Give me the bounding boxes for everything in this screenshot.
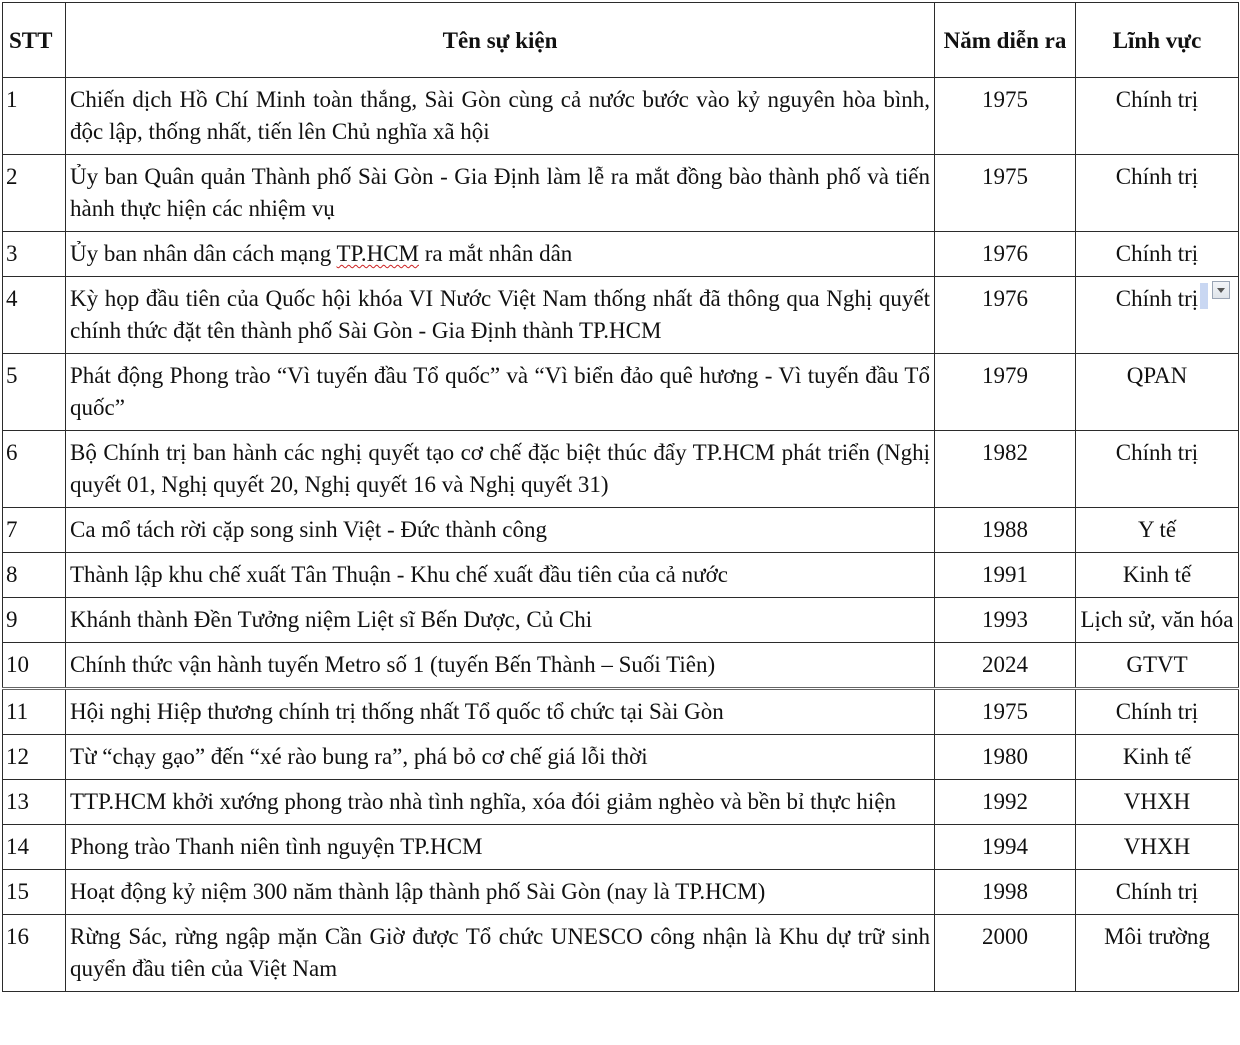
cell-year: 1979 <box>935 354 1076 431</box>
cell-field: Môi trường <box>1076 915 1239 992</box>
cell-event-name: Thành lập khu chế xuất Tân Thuận - Khu chế xuất đầu tiên của cả nước <box>66 553 935 598</box>
cell-event-name: Phong trào Thanh niên tình nguyện TP.HCM <box>66 825 935 870</box>
cell-event-name: Hoạt động kỷ niệm 300 năm thành lập thành phố Sài Gòn (nay là TP.HCM) <box>66 870 935 915</box>
table-row <box>3 735 1239 780</box>
table-row <box>3 825 1239 870</box>
events-table <box>2 2 1239 992</box>
table-row <box>3 508 1239 553</box>
cell-stt: 2 <box>3 155 66 232</box>
cell-field: Kinh tế <box>1076 553 1239 598</box>
spellcheck-flagged-word: TP.HCM <box>336 241 419 266</box>
cell-stt: 4 <box>3 277 66 354</box>
cell-stt: 11 <box>3 689 66 735</box>
cell-stt: 12 <box>3 735 66 780</box>
cell-stt: 10 <box>3 643 66 689</box>
cell-field-text: Chính trị <box>1115 286 1199 311</box>
table-row <box>3 598 1239 643</box>
cell-stt: 3 <box>3 232 66 277</box>
cell-stt: 9 <box>3 598 66 643</box>
cell-event-name: Chiến dịch Hồ Chí Minh toàn thắng, Sài Gòn cùng cả nước bước vào kỷ nguyên hòa bình, độc lập, thống nhất, tiến lên Chủ nghĩa xã hội <box>66 78 935 155</box>
cell-event-name: Khánh thành Đền Tưởng niệm Liệt sĩ Bến Dược, Củ Chi <box>66 598 935 643</box>
cell-event-name: Phát động Phong trào “Vì tuyến đầu Tổ quốc” và “Vì biển đảo quê hương - Vì tuyến đầu Tổ quốc” <box>66 354 935 431</box>
cell-field: Y tế <box>1076 508 1239 553</box>
header-row <box>3 3 1239 78</box>
cell-year: 1976 <box>935 277 1076 354</box>
cell-year: 1993 <box>935 598 1076 643</box>
cell-field: Chính trị <box>1076 431 1239 508</box>
cell-year: 1980 <box>935 735 1076 780</box>
cell-field: Chính trị <box>1076 689 1239 735</box>
cell-year: 1975 <box>935 155 1076 232</box>
cell-stt: 5 <box>3 354 66 431</box>
header-stt: STT <box>3 3 66 78</box>
chevron-down-icon[interactable] <box>1212 281 1230 299</box>
cell-stt: 8 <box>3 553 66 598</box>
cell-field <box>1076 277 1239 354</box>
cell-stt: 13 <box>3 780 66 825</box>
table-row <box>3 870 1239 915</box>
cell-field: QPAN <box>1076 354 1239 431</box>
cell-event-name: Rừng Sác, rừng ngập mặn Cần Giờ được Tổ chức UNESCO công nhận là Khu dự trữ sinh quyển đầu tiên của Việt Nam <box>66 915 935 992</box>
table-row <box>3 689 1239 735</box>
cell-year: 2024 <box>935 643 1076 689</box>
cell-stt: 14 <box>3 825 66 870</box>
event-name-text: ra mắt nhân dân <box>419 241 573 266</box>
table-row <box>3 643 1239 689</box>
cell-field: Chính trị <box>1076 870 1239 915</box>
text-cursor-highlight <box>1200 283 1208 309</box>
cell-year: 1976 <box>935 232 1076 277</box>
cell-stt: 7 <box>3 508 66 553</box>
table-row <box>3 780 1239 825</box>
table-row <box>3 78 1239 155</box>
cell-field: Chính trị <box>1076 155 1239 232</box>
cell-event-name: Bộ Chính trị ban hành các nghị quyết tạo cơ chế đặc biệt thúc đẩy TP.HCM phát triển (Nghị quyết 01, Nghị quyết 20, Nghị quyết 16 và Nghị quyết 31) <box>66 431 935 508</box>
table-row <box>3 354 1239 431</box>
cell-field: Chính trị <box>1076 232 1239 277</box>
table-row <box>3 277 1239 354</box>
cell-event-name: Từ “chạy gạo” đến “xé rào bung ra”, phá bỏ cơ chế giá lỗi thời <box>66 735 935 780</box>
cell-field: Kinh tế <box>1076 735 1239 780</box>
table-row <box>3 553 1239 598</box>
cell-year: 1982 <box>935 431 1076 508</box>
cell-year: 1994 <box>935 825 1076 870</box>
cell-event-name: Hội nghị Hiệp thương chính trị thống nhất Tổ quốc tổ chức tại Sài Gòn <box>66 689 935 735</box>
header-field: Lĩnh vực <box>1076 3 1239 78</box>
cell-event-name: Chính thức vận hành tuyến Metro số 1 (tuyến Bến Thành – Suối Tiên) <box>66 643 935 689</box>
cell-year: 1992 <box>935 780 1076 825</box>
cell-year: 2000 <box>935 915 1076 992</box>
cell-event-name: TTP.HCM khởi xướng phong trào nhà tình nghĩa, xóa đói giảm nghèo và bền bỉ thực hiện <box>66 780 935 825</box>
cell-field: Chính trị <box>1076 78 1239 155</box>
table-row <box>3 155 1239 232</box>
cell-stt: 6 <box>3 431 66 508</box>
cell-event-name: Ủy ban Quân quản Thành phố Sài Gòn - Gia Định làm lễ ra mắt đồng bào thành phố và tiến hành thực hiện các nhiệm vụ <box>66 155 935 232</box>
table-row <box>3 431 1239 508</box>
cell-year: 1975 <box>935 78 1076 155</box>
cell-year: 1975 <box>935 689 1076 735</box>
cell-stt: 1 <box>3 78 66 155</box>
cell-field: GTVT <box>1076 643 1239 689</box>
header-year: Năm diễn ra <box>935 3 1076 78</box>
cell-year: 1998 <box>935 870 1076 915</box>
cell-year: 1991 <box>935 553 1076 598</box>
event-name-text: Ủy ban nhân dân cách mạng <box>70 241 337 266</box>
cell-event-name: Kỳ họp đầu tiên của Quốc hội khóa VI Nước Việt Nam thống nhất đã thông qua Nghị quyết chính thức đặt tên thành phố Sài Gòn - Gia Định thành TP.HCM <box>66 277 935 354</box>
table-row <box>3 232 1239 277</box>
cell-field: VHXH <box>1076 780 1239 825</box>
cell-event-name <box>66 232 935 277</box>
cell-event-name: Ca mổ tách rời cặp song sinh Việt - Đức thành công <box>66 508 935 553</box>
header-event-name: Tên sự kiện <box>66 3 935 78</box>
cell-stt: 15 <box>3 870 66 915</box>
cell-field: Lịch sử, văn hóa <box>1076 598 1239 643</box>
table-row <box>3 915 1239 992</box>
cell-field: VHXH <box>1076 825 1239 870</box>
cell-stt: 16 <box>3 915 66 992</box>
cell-year: 1988 <box>935 508 1076 553</box>
